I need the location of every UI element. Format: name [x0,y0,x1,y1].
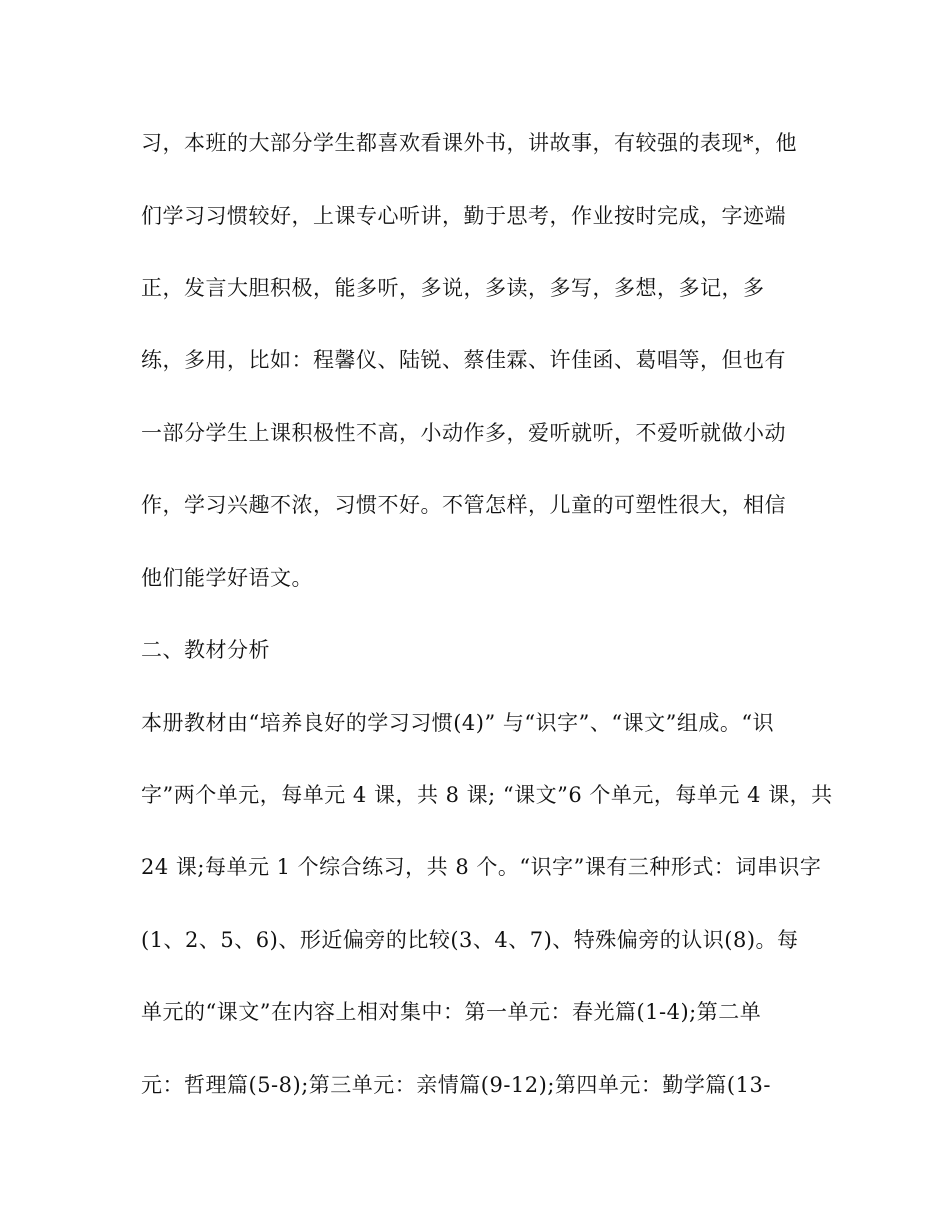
text-line: 字”两个单元，每单元 4 课，共 8 课; “课文”6 个单元，每单元 4 课，共 [141,783,833,807]
text-line: 单元的“课文”在内容上相对集中：第一单元：春光篇(1-4);第二单 [141,1000,762,1024]
text-line: 本册教材由“培养良好的学习习惯(4)” 与“识字”、“课文”组成。“识 [141,711,775,735]
text-line: 他们能学好语文。 [141,566,313,590]
text-line: (1、2、5、6)、形近偏旁的比较(3、4、7)、特殊偏旁的认识(8)。每 [141,928,799,952]
text-line: 正，发言大胆积极，能多听，多说，多读，多写，多想，多记，多 [141,276,765,300]
section-heading: 二、教材分析 [141,638,270,662]
text-line: 们学习习惯较好，上课专心听讲，勤于思考，作业按时完成，字迹端 [141,204,786,228]
text-line: 练，多用，比如：程馨仪、陆锐、蔡佳霖、许佳函、葛唱等，但也有 [141,348,786,372]
text-line: 作，学习兴趣不浓，习惯不好。不管怎样，儿童的可塑性很大，相信 [141,493,786,517]
text-line: 元：哲理篇(5-8);第三单元：亲情篇(9-12);第四单元：勤学篇(13- [141,1073,771,1097]
text-line: 24 课;每单元 1 个综合练习，共 8 个。“识字”课有三种形式：词串识字 [141,855,822,879]
text-line: 一部分学生上课积极性不高，小动作多，爱听就听，不爱听就做小动 [141,421,786,445]
text-line: 习，本班的大部分学生都喜欢看课外书，讲故事，有较强的表现*，他 [141,131,797,155]
